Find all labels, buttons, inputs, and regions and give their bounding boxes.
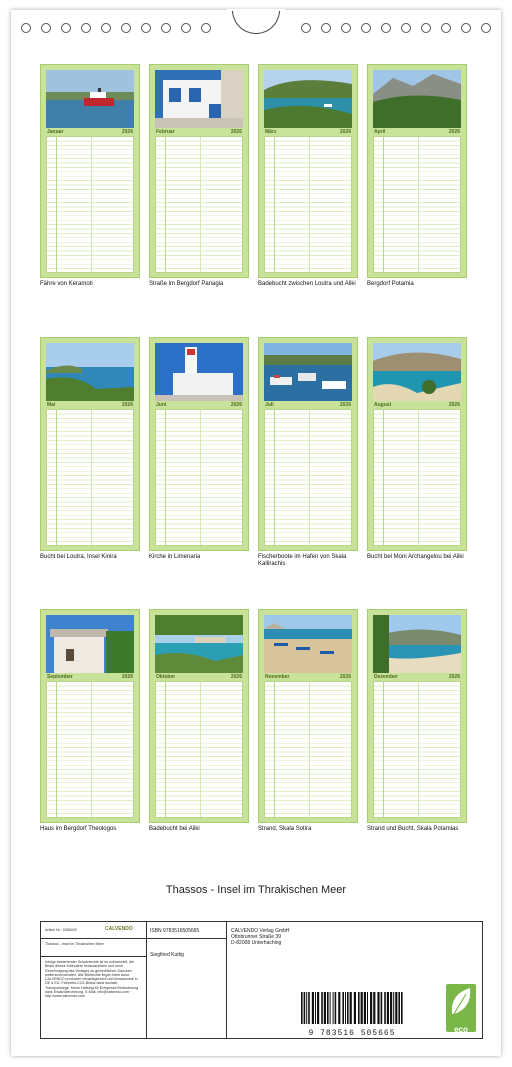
photo-caption: Straße im Bergdorf Panagia bbox=[149, 281, 224, 287]
month-block-april bbox=[367, 64, 467, 278]
month-photo bbox=[46, 343, 134, 401]
photo-caption: Fischerboote im Hafen von Skala Kallirachis bbox=[258, 554, 347, 567]
isbn-barcode bbox=[297, 992, 407, 1038]
month-name: Oktober bbox=[156, 674, 176, 680]
month-year: 2026 bbox=[339, 402, 351, 408]
day-grid bbox=[373, 409, 461, 546]
binding-hole bbox=[421, 23, 431, 33]
binding-hole bbox=[461, 23, 471, 33]
day-grid bbox=[46, 409, 134, 546]
day-grid bbox=[155, 681, 243, 818]
month-block-december bbox=[367, 609, 467, 823]
month-name: Juli bbox=[265, 402, 274, 408]
month-photo bbox=[155, 70, 243, 128]
month-block-july bbox=[258, 337, 358, 551]
binding-hole bbox=[141, 23, 151, 33]
photo-caption: Bergdorf Potamia bbox=[367, 281, 414, 287]
month-block-may bbox=[40, 337, 140, 551]
eco-badge bbox=[446, 984, 476, 1032]
publisher-city: D-82008 Unterhaching bbox=[231, 940, 282, 946]
month-year: 2026 bbox=[230, 674, 242, 680]
day-grid bbox=[155, 409, 243, 546]
photo-caption: Bucht bei Loutra, Insel Kinira bbox=[40, 554, 117, 560]
day-grid bbox=[46, 681, 134, 818]
imprint-left-column bbox=[41, 922, 147, 1038]
month-year: 2026 bbox=[121, 129, 133, 135]
month-block-june bbox=[149, 337, 249, 551]
month-name: Januar bbox=[47, 129, 64, 135]
month-year: 2026 bbox=[339, 674, 351, 680]
month-year: 2026 bbox=[121, 674, 133, 680]
month-year: 2026 bbox=[448, 674, 460, 680]
month-block-march bbox=[258, 64, 358, 278]
month-photo bbox=[264, 70, 352, 128]
binding-hole bbox=[401, 23, 411, 33]
day-grid bbox=[264, 409, 352, 546]
month-block-november bbox=[258, 609, 358, 823]
month-photo bbox=[264, 615, 352, 673]
publisher-name: CALVENDO Verlag GmbH bbox=[231, 928, 290, 934]
binding-hole bbox=[61, 23, 71, 33]
binding-hole bbox=[301, 23, 311, 33]
binding-hole bbox=[361, 23, 371, 33]
leaf-icon bbox=[446, 984, 476, 1020]
day-grid bbox=[46, 136, 134, 273]
binding-hole bbox=[21, 23, 31, 33]
month-photo bbox=[264, 343, 352, 401]
binding-hole bbox=[41, 23, 51, 33]
photo-caption: Fähre von Keramoti bbox=[40, 281, 93, 287]
month-year: 2026 bbox=[339, 129, 351, 135]
binding-hole bbox=[381, 23, 391, 33]
month-name: September bbox=[47, 674, 73, 680]
day-grid bbox=[373, 681, 461, 818]
day-grid bbox=[155, 136, 243, 273]
month-photo bbox=[155, 615, 243, 673]
month-name: Juni bbox=[156, 402, 167, 408]
calendar-title: Thassos - Insel im Thrakischen Meer bbox=[165, 884, 347, 896]
isbn: ISBN 9783516505665 bbox=[150, 928, 200, 934]
month-year: 2026 bbox=[121, 402, 133, 408]
month-year: 2026 bbox=[230, 129, 242, 135]
month-photo bbox=[46, 615, 134, 673]
month-block-february bbox=[149, 64, 249, 278]
imprint-mid-column bbox=[147, 922, 227, 1038]
binding-hole bbox=[81, 23, 91, 33]
photo-caption: Bucht bei Moni Archangelou bei Aliki bbox=[367, 554, 464, 560]
binding-hole bbox=[201, 23, 211, 33]
legal-notice: Infolge bestehender Schutzrechte ist es unfinanziell, die Bilder dieses Kalenders herauszulösen und ohne Genehmigung des Verlages zu gewerblichen Zwecken weiterzuverwenden. Alle Bildrechte liegen beim Autor. CALVENDO produziert bedarfsgerecht und klimaneutral in DE & EU. Feinheits-CO2-Bilanz dank sozialer Transportwege. Keine Haftung für Ereignisse/Veränderung dank Ersatzlizenzierung. E-Mail: info@calvendo.com · http://www.calvendo.com bbox=[45, 960, 139, 999]
month-name: Februar bbox=[156, 129, 175, 135]
binding-hole bbox=[161, 23, 171, 33]
month-photo bbox=[373, 70, 461, 128]
short-title: Thassos - Insel im Thrakischen Meer bbox=[45, 942, 104, 946]
photo-caption: Kirche in Limenaria bbox=[149, 554, 201, 560]
binding-hole bbox=[341, 23, 351, 33]
binding-hole bbox=[441, 23, 451, 33]
day-grid bbox=[373, 136, 461, 273]
binding-hole bbox=[121, 23, 131, 33]
month-name: November bbox=[265, 674, 290, 680]
binding-hole bbox=[481, 23, 491, 33]
month-year: 2026 bbox=[448, 129, 460, 135]
binding-hole bbox=[101, 23, 111, 33]
photo-caption: Badebucht bei Aliki bbox=[149, 826, 200, 832]
binding-hole bbox=[181, 23, 191, 33]
photo-caption: Haus im Bergdorf Theologos bbox=[40, 826, 117, 832]
month-photo bbox=[373, 343, 461, 401]
photo-caption: Badebucht zwischen Loutra und Aliki bbox=[258, 281, 356, 287]
publisher-street: Ottobrunner Straße 39 bbox=[231, 934, 282, 940]
day-grid bbox=[264, 136, 352, 273]
month-name: August bbox=[374, 402, 392, 408]
month-photo bbox=[373, 615, 461, 673]
month-block-august bbox=[367, 337, 467, 551]
author-name: Siegfried Kuttig bbox=[150, 952, 184, 958]
month-name: April bbox=[374, 129, 386, 135]
photo-caption: Strand, Skala Sotira bbox=[258, 826, 312, 832]
month-block-september bbox=[40, 609, 140, 823]
month-name: Mai bbox=[47, 402, 56, 408]
month-name: Dezember bbox=[374, 674, 398, 680]
month-year: 2026 bbox=[230, 402, 242, 408]
binding-hole bbox=[321, 23, 331, 33]
month-year: 2026 bbox=[448, 402, 460, 408]
eco-label: eco bbox=[454, 1025, 468, 1034]
month-block-october bbox=[149, 609, 249, 823]
imprint-box bbox=[40, 921, 483, 1039]
month-name: März bbox=[265, 129, 277, 135]
imprint-right-column bbox=[227, 922, 482, 1038]
calendar-sheet bbox=[11, 10, 501, 1056]
brand-logo: CALVENDO bbox=[105, 926, 133, 932]
photo-caption: Strand und Bucht, Skala Potamias bbox=[367, 826, 459, 832]
barcode-digits: 9 783516 505665 bbox=[308, 1029, 396, 1038]
day-grid bbox=[264, 681, 352, 818]
month-block-january bbox=[40, 64, 140, 278]
month-photo bbox=[46, 70, 134, 128]
article-number: Artikel Nr.: 2085405 bbox=[45, 928, 77, 932]
month-photo bbox=[155, 343, 243, 401]
